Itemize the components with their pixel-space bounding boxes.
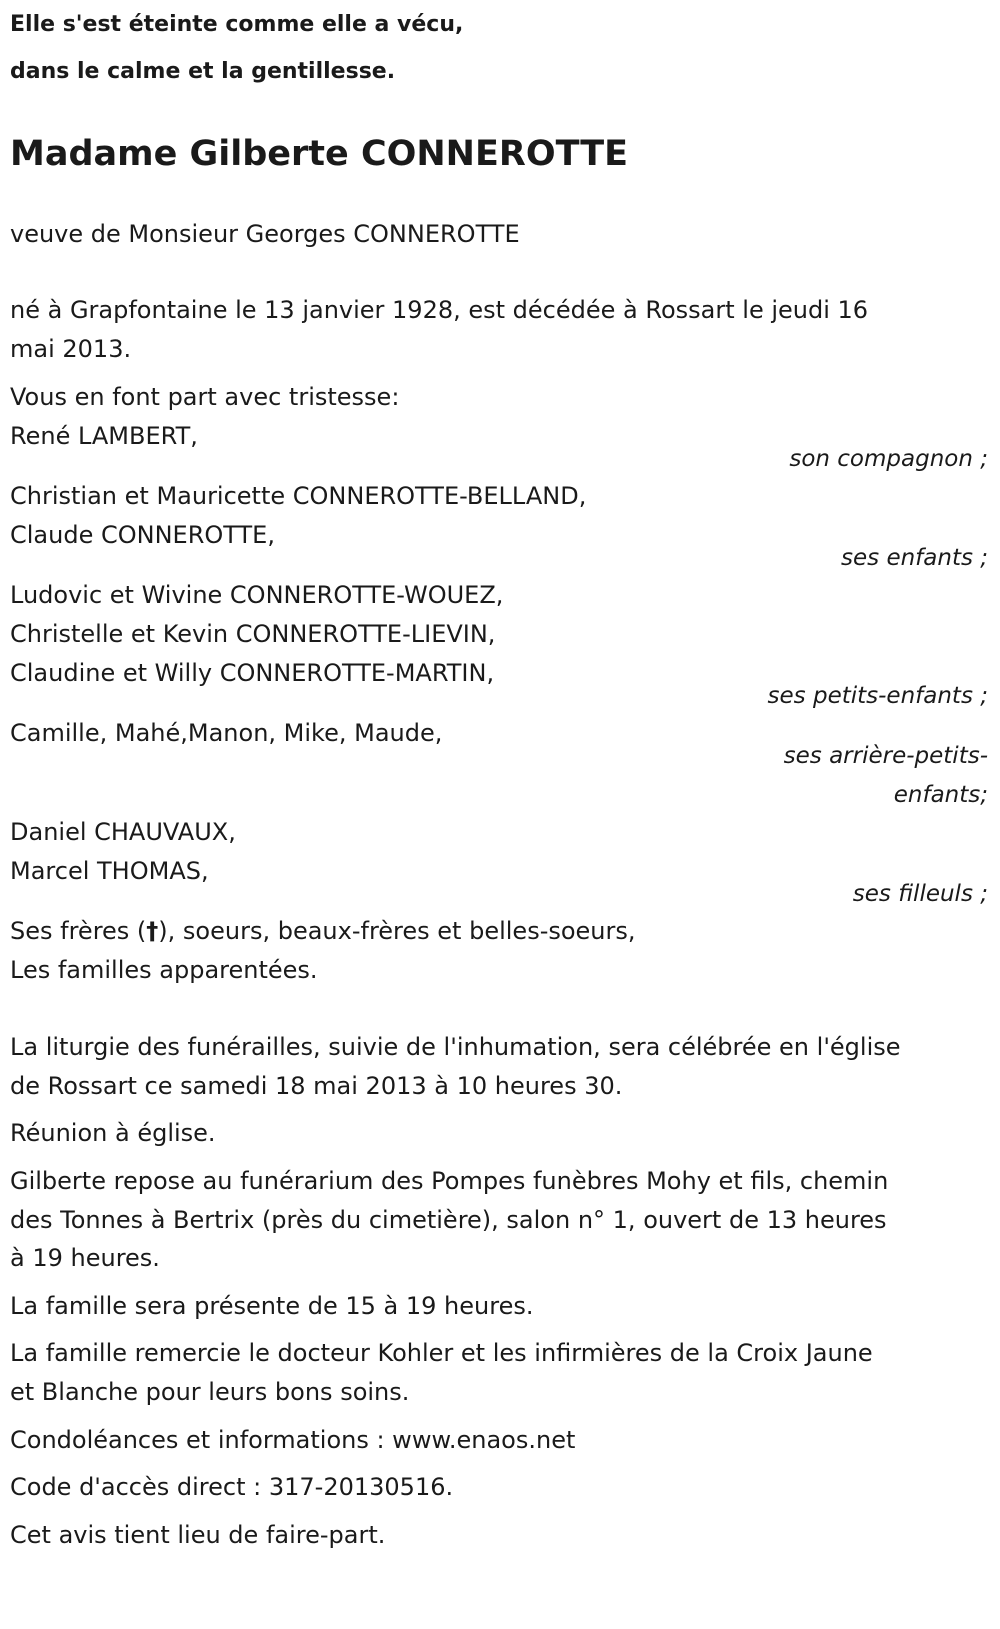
rest-line-2: des Tonnes à Bertrix (près du cimetière), salon n° 1, ouvert de 13 heures — [10, 1206, 887, 1234]
godchild-name: Daniel CHAUVAUX, — [10, 818, 236, 846]
grandchild-name: Claudine et Willy CONNEROTTE-MARTIN, — [10, 659, 495, 687]
child-name: Claude CONNEROTTE, — [10, 521, 275, 549]
deceased-name: Madame Gilberte CONNEROTTE — [10, 134, 629, 174]
notice-line: Cet avis tient lieu de faire-part. — [10, 1521, 386, 1549]
great-grandchildren-relation-2: enfants; — [893, 782, 988, 808]
relatives-line: Les familles apparentées. — [10, 956, 318, 984]
siblings-line — [10, 911, 636, 951]
children-relation: ses enfants ; — [841, 545, 988, 571]
family-present-line: La famille sera présente de 15 à 19 heures. — [10, 1292, 534, 1320]
birth-death-line-2: mai 2013. — [10, 335, 132, 363]
great-grandchildren-names: Camille, Mahé,Manon, Mike, Maude, — [10, 719, 443, 747]
rest-line-3: à 19 heures. — [10, 1244, 160, 1272]
condolences-line: Condoléances et informations : www.enaos.net — [10, 1426, 576, 1454]
companion-relation: son compagnon ; — [789, 446, 988, 472]
rest-line-1: Gilberte repose au funérarium des Pompes funèbres Mohy et fils, chemin — [10, 1167, 889, 1195]
intro-line-2: dans le calme et la gentillesse. — [10, 59, 396, 84]
birth-death-line-1: né à Grapfontaine le 13 janvier 1928, est décédée à Rossart le jeudi 16 — [10, 296, 869, 324]
great-grandchildren-relation-1: ses arrière-petits- — [783, 743, 988, 769]
grandchild-name: Christelle et Kevin CONNEROTTE-LIEVIN, — [10, 620, 496, 648]
liturgy-line-2: de Rossart ce samedi 18 mai 2013 à 10 heures 30. — [10, 1072, 623, 1100]
cross-icon: † — [146, 917, 159, 945]
liturgy-line-1: La liturgie des funérailles, suivie de l'inhumation, sera célébrée en l'église — [10, 1033, 901, 1061]
meeting-line: Réunion à église. — [10, 1119, 216, 1147]
companion-name: René LAMBERT, — [10, 422, 198, 450]
grandchild-name: Ludovic et Wivine CONNEROTTE-WOUEZ, — [10, 581, 504, 609]
godchildren-relation: ses filleuls ; — [852, 881, 988, 907]
widow-line: veuve de Monsieur Georges CONNEROTTE — [10, 220, 520, 248]
thanks-line-1: La famille remercie le docteur Kohler et les infirmières de la Croix Jaune — [10, 1339, 873, 1367]
access-code-line: Code d'accès direct : 317-20130516. — [10, 1473, 454, 1501]
siblings-text-before: Ses frères ( — [10, 917, 147, 945]
announce-line: Vous en font part avec tristesse: — [10, 383, 400, 411]
intro-line-1: Elle s'est éteinte comme elle a vécu, — [10, 12, 464, 37]
child-name: Christian et Mauricette CONNEROTTE-BELLAND, — [10, 482, 587, 510]
godchild-name: Marcel THOMAS, — [10, 857, 209, 885]
siblings-text-after: ), soeurs, beaux-frères et belles-soeurs, — [158, 917, 636, 945]
thanks-line-2: et Blanche pour leurs bons soins. — [10, 1378, 410, 1406]
grandchildren-relation: ses petits-enfants ; — [767, 683, 988, 709]
